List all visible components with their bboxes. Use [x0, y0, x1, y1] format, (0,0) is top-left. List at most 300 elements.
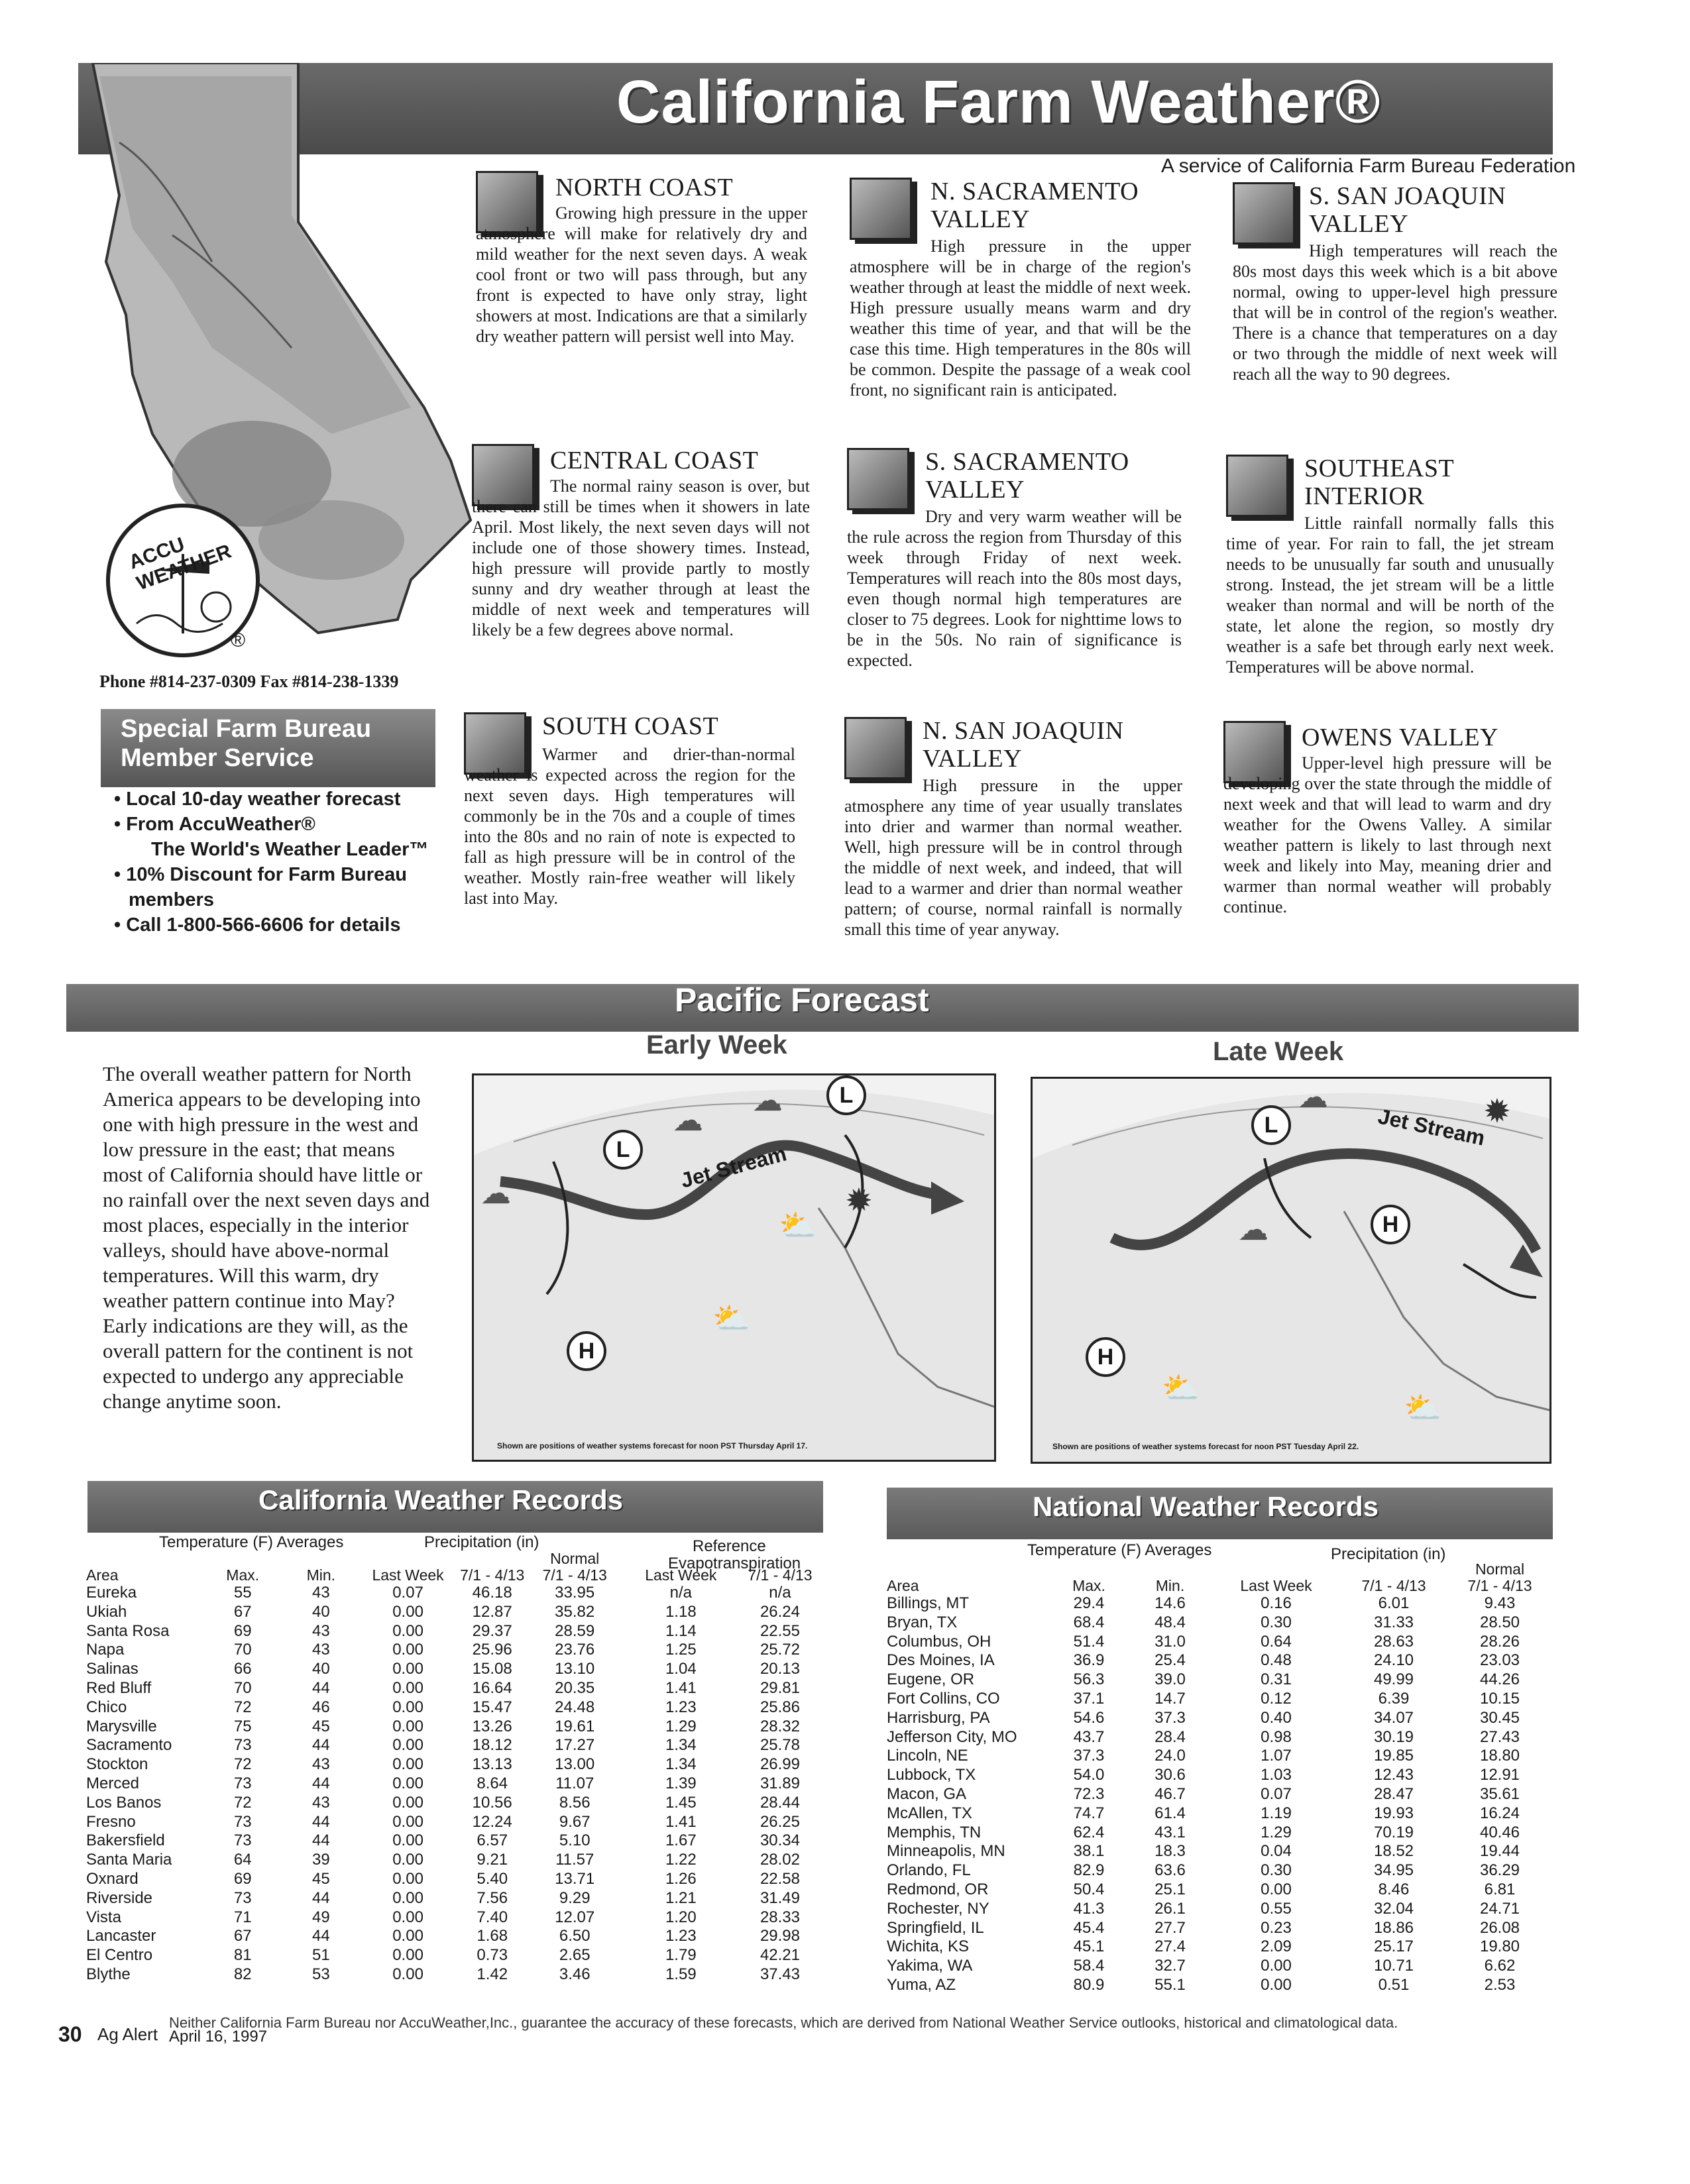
region-title: S. SACRAMENTO	[925, 448, 1129, 476]
region-marker-icon	[844, 717, 907, 779]
value-cell: 0.00	[392, 1793, 423, 1812]
area-cell: McAllen, TX	[887, 1804, 972, 1822]
value-cell: 9.43	[1484, 1594, 1516, 1612]
value-cell: 73	[233, 1888, 252, 1907]
value-cell: 1.18	[665, 1602, 697, 1621]
member-service-box	[101, 709, 435, 787]
region-title: S. SAN JOAQUIN	[1309, 182, 1506, 210]
service-item: • From AccuWeather®	[114, 814, 315, 835]
column-header: 7/1 - 4/13	[748, 1566, 813, 1584]
region-n-sacramento-valley	[850, 178, 1194, 429]
area-cell: Bryan, TX	[887, 1613, 958, 1631]
region-s-san-joaquin-valley	[1233, 182, 1557, 421]
value-cell: 37.3	[1155, 1708, 1186, 1727]
value-cell: 1.45	[665, 1793, 697, 1812]
table-row	[887, 1728, 1553, 1747]
value-cell: 0.00	[392, 1869, 423, 1888]
area-cell: Fresno	[86, 1812, 136, 1831]
value-cell: 0.00	[392, 1602, 423, 1621]
value-cell: 20.35	[555, 1678, 595, 1697]
sun-cloud-icon: ⛅	[712, 1301, 751, 1335]
value-cell: 1.23	[665, 1698, 697, 1716]
value-cell: 75	[233, 1717, 252, 1735]
column-header: 7/1 - 4/13	[1361, 1577, 1426, 1594]
column-header: Max.	[1072, 1577, 1105, 1594]
value-cell: 44	[311, 1927, 330, 1945]
value-cell: 0.00	[1261, 1957, 1292, 1975]
area-cell: Riverside	[86, 1888, 153, 1907]
sun-icon: ✹	[845, 1182, 873, 1219]
value-cell: 43	[311, 1621, 330, 1640]
table-row	[86, 1603, 822, 1622]
value-cell: 1.34	[665, 1755, 697, 1774]
value-cell: 1.41	[665, 1812, 697, 1831]
sun-icon: ✹	[1483, 1093, 1511, 1130]
region-title: INTERIOR	[1304, 482, 1425, 510]
table-row	[887, 1861, 1553, 1881]
low-pressure-icon: L	[603, 1130, 643, 1170]
table-row	[887, 1919, 1553, 1938]
value-cell: 12.87	[472, 1602, 512, 1621]
table-row	[86, 1851, 822, 1870]
value-cell: 55	[233, 1584, 252, 1602]
value-cell: 0.00	[392, 1678, 423, 1697]
table-row	[86, 1641, 822, 1660]
value-cell: 58.4	[1073, 1957, 1105, 1975]
value-cell: 0.30	[1261, 1613, 1292, 1631]
area-cell: Yakima, WA	[887, 1957, 973, 1975]
value-cell: 30.45	[1479, 1708, 1520, 1727]
value-cell: 31.0	[1155, 1632, 1186, 1651]
value-cell: 44	[311, 1831, 330, 1850]
value-cell: 8.46	[1378, 1880, 1410, 1898]
value-cell: 6.50	[559, 1927, 591, 1945]
region-title: SOUTHEAST	[1304, 455, 1455, 482]
area-cell: Ukiah	[86, 1602, 127, 1621]
area-cell: Lincoln, NE	[887, 1747, 968, 1765]
value-cell: 24.10	[1373, 1651, 1414, 1670]
value-cell: 6.01	[1378, 1594, 1410, 1612]
value-cell: 12.24	[472, 1812, 512, 1831]
value-cell: 31.33	[1373, 1613, 1414, 1631]
value-cell: 63.6	[1155, 1861, 1186, 1880]
value-cell: 39.0	[1155, 1670, 1186, 1689]
region-text: The normal rainy season is over, but there can still be times when it showers in late April. Most likely, the next seven days will not include one of those showery times. Instead, high pressure will provide partly to mostly sunny and dry weather through at least the middle of next week and temperatures will likely be a few degrees above normal.	[472, 476, 810, 639]
value-cell: 1.14	[665, 1621, 697, 1640]
table-row	[86, 1736, 822, 1755]
value-cell: 44	[311, 1736, 330, 1755]
column-header: Min.	[306, 1566, 336, 1584]
region-marker-icon	[850, 178, 912, 240]
value-cell: 26.1	[1155, 1899, 1186, 1918]
table-row	[887, 1670, 1553, 1690]
area-cell: Columbus, OH	[887, 1632, 991, 1651]
area-cell: Sacramento	[86, 1736, 172, 1755]
area-cell: Lubbock, TX	[887, 1766, 976, 1784]
value-cell: 49.99	[1373, 1670, 1414, 1689]
value-cell: 3.46	[559, 1965, 591, 1983]
member-service-title-2: Member Service	[121, 744, 314, 772]
value-cell: 0.73	[477, 1946, 508, 1965]
value-cell: 67	[233, 1602, 252, 1621]
column-header: Min.	[1155, 1577, 1185, 1594]
table-row	[887, 1900, 1553, 1919]
member-service-title-1: Special Farm Bureau	[121, 715, 372, 743]
region-text: Warmer and drier-than-normal weather is expected across the region for the next seven days. High temperatures will commonly be in the 70s and a couple of times into the 80s and no rain of note is expected to fall as high pressure will be in control of the weather. Mostly rain-free weather will likely last into May.	[464, 745, 795, 908]
value-cell: 45	[311, 1717, 330, 1735]
value-cell: 11.57	[555, 1851, 594, 1869]
value-cell: 72	[233, 1698, 252, 1716]
value-cell: 0.40	[1261, 1708, 1292, 1727]
value-cell: 69	[233, 1621, 252, 1640]
region-title: VALLEY	[1309, 210, 1409, 238]
table-row	[86, 1813, 822, 1832]
value-cell: 0.48	[1261, 1651, 1292, 1670]
value-cell: 27.4	[1155, 1938, 1186, 1956]
region-title: OWENS VALLEY	[1302, 724, 1498, 751]
value-cell: 24.0	[1155, 1747, 1186, 1765]
region-text: Dry and very warm weather will be the rule across the region from Thursday of this week through Friday of next week. Temperatures will reach into the 80s most days, even though normal high temperatures are closer to 75 degrees. Look for nighttime lows to be in the 50s. No rain of significance is expected.	[847, 507, 1182, 670]
publication-date: April 16, 1997	[169, 2028, 268, 2046]
value-cell: 45.1	[1073, 1938, 1105, 1956]
value-cell: 13.10	[555, 1660, 595, 1678]
value-cell: 31.89	[760, 1774, 800, 1792]
value-cell: 43	[311, 1584, 330, 1602]
low-pressure-icon: L	[1251, 1105, 1291, 1145]
value-cell: 14.6	[1155, 1594, 1186, 1612]
value-cell: 13.71	[555, 1869, 595, 1888]
value-cell: 64	[233, 1851, 252, 1869]
table-row	[887, 1690, 1553, 1709]
region-text: Upper-level high pressure will be developing over the state through the middle of next week and that will lead to warm and dry weather for the Owens Valley. A similar weather pattern is likely to last through next week and likely into May, meaning drier and warmer than normal weather will probably continue.	[1223, 753, 1551, 916]
region-marker-icon	[1226, 455, 1288, 517]
area-cell: Lancaster	[86, 1927, 156, 1945]
value-cell: 50.4	[1073, 1880, 1105, 1898]
value-cell: 44	[311, 1888, 330, 1907]
value-cell: 9.29	[559, 1888, 591, 1907]
column-header: Last Week	[372, 1566, 444, 1584]
region-text: High pressure in the upper atmosphere will be in charge of the region's weather through at least the middle of next week. High pressure usually means warm and dry weather this time of year, and that will be the case this time. High temperatures in the 80s will be common. Despite the passage of a weak cool front, no significant rain is anticipated.	[850, 237, 1191, 400]
value-cell: 20.13	[760, 1660, 800, 1678]
service-item: The World's Weather Leader™	[151, 839, 429, 860]
value-cell: 25.4	[1155, 1651, 1186, 1670]
low-pressure-icon: L	[826, 1075, 866, 1115]
value-cell: 1.19	[1261, 1804, 1292, 1822]
area-cell: Macon, GA	[887, 1784, 967, 1803]
value-cell: 45	[311, 1869, 330, 1888]
value-cell: 0.23	[1261, 1918, 1292, 1937]
value-cell: 28.47	[1373, 1784, 1414, 1803]
sun-cloud-icon: ⛅	[1404, 1391, 1442, 1425]
table-row	[887, 1804, 1553, 1824]
value-cell: 0.00	[392, 1755, 423, 1774]
value-cell: 51	[311, 1946, 330, 1965]
value-cell: 30.6	[1155, 1766, 1186, 1784]
value-cell: 51.4	[1073, 1632, 1105, 1651]
value-cell: 44.26	[1479, 1670, 1520, 1689]
ca-temp-group-label: Temperature (F) Averages	[159, 1533, 344, 1551]
value-cell: 1.34	[665, 1736, 697, 1755]
value-cell: 68.4	[1073, 1613, 1105, 1631]
value-cell: 43	[311, 1641, 330, 1659]
value-cell: 6.81	[1484, 1880, 1516, 1898]
value-cell: 43	[311, 1755, 330, 1774]
value-cell: 11.07	[555, 1774, 594, 1792]
value-cell: 1.42	[477, 1965, 508, 1983]
value-cell: 13.00	[555, 1755, 595, 1774]
value-cell: 7.40	[477, 1908, 508, 1926]
column-header: Normal 7/1 - 4/13	[1467, 1560, 1532, 1594]
value-cell: 0.64	[1261, 1632, 1292, 1651]
value-cell: 0.00	[392, 1831, 423, 1850]
value-cell: 28.02	[760, 1851, 800, 1869]
value-cell: 1.20	[665, 1908, 697, 1926]
value-cell: 35.82	[555, 1602, 595, 1621]
value-cell: 72	[233, 1755, 252, 1774]
ca-records-table	[86, 1551, 822, 1985]
value-cell: 30.19	[1373, 1727, 1414, 1746]
value-cell: 25.17	[1373, 1938, 1414, 1956]
value-cell: 0.00	[392, 1812, 423, 1831]
value-cell: 28.44	[760, 1793, 800, 1812]
value-cell: 1.26	[665, 1869, 697, 1888]
value-cell: 46	[311, 1698, 330, 1716]
value-cell: 28.26	[1479, 1632, 1520, 1651]
region-title: SOUTH COAST	[542, 712, 719, 740]
value-cell: 19.80	[1479, 1938, 1520, 1956]
value-cell: 6.62	[1484, 1957, 1516, 1975]
table-row	[887, 1938, 1553, 1957]
table-row	[86, 1794, 822, 1813]
value-cell: 30.34	[760, 1831, 800, 1850]
value-cell: 12.07	[555, 1908, 595, 1926]
value-cell: 0.00	[392, 1851, 423, 1869]
nat-precip-group-label: Precipitation (in)	[1331, 1545, 1446, 1563]
value-cell: 26.08	[1479, 1918, 1520, 1937]
value-cell: 23.76	[555, 1641, 595, 1659]
value-cell: 34.95	[1373, 1861, 1414, 1880]
table-row	[887, 1594, 1553, 1613]
page-subtitle: A service of California Farm Bureau Federation	[1161, 155, 1576, 177]
table-row	[887, 1709, 1553, 1728]
area-cell: Santa Maria	[86, 1851, 172, 1869]
map-caption: Shown are positions of weather systems forecast for noon PST Tuesday April 22.	[1052, 1442, 1359, 1451]
table-row	[86, 1755, 822, 1774]
value-cell: 9.67	[559, 1812, 591, 1831]
value-cell: 49	[311, 1908, 330, 1926]
value-cell: 73	[233, 1831, 252, 1850]
value-cell: 43.7	[1073, 1727, 1105, 1746]
area-cell: Stockton	[86, 1755, 148, 1774]
value-cell: 32.04	[1373, 1899, 1414, 1918]
value-cell: 23.03	[1479, 1651, 1520, 1670]
value-cell: 29.37	[472, 1621, 512, 1640]
region-text: Little rainfall normally falls this time of year. For rain to fall, the jet stream needs to be unusually far south and unusually strong. Instead, the jet stream will be a little weaker than normal and will be north of the state, let alone the region, so mostly dry weather is a safe bet through early next week. Temperatures will be above normal.	[1226, 514, 1554, 677]
value-cell: 62.4	[1073, 1823, 1105, 1841]
service-item: • Call 1-800-566-6606 for details	[114, 914, 401, 936]
value-cell: 46.7	[1155, 1784, 1186, 1803]
area-cell: Salinas	[86, 1660, 139, 1678]
value-cell: 10.71	[1373, 1957, 1414, 1975]
sun-cloud-icon: ⛅	[779, 1209, 817, 1242]
value-cell: 1.25	[665, 1641, 697, 1659]
value-cell: 37.3	[1073, 1747, 1105, 1765]
value-cell: 44	[311, 1678, 330, 1697]
contact-line: Phone #814-237-0309 Fax #814-238-1339	[99, 672, 399, 691]
value-cell: 45.4	[1073, 1918, 1105, 1937]
area-cell: Jefferson City, MO	[887, 1727, 1017, 1746]
value-cell: 26.99	[760, 1755, 800, 1774]
high-pressure-icon: H	[1371, 1205, 1410, 1244]
column-header: 7/1 - 4/13	[460, 1566, 525, 1584]
table-row	[887, 1633, 1553, 1652]
value-cell: 18.86	[1373, 1918, 1414, 1937]
early-week-label: Early Week	[646, 1030, 787, 1060]
value-cell: 72	[233, 1793, 252, 1812]
value-cell: 0.00	[392, 1660, 423, 1678]
area-cell: Blythe	[86, 1965, 131, 1983]
cloud-icon: ☁	[1238, 1213, 1268, 1246]
value-cell: 0.00	[392, 1888, 423, 1907]
value-cell: 1.07	[1261, 1747, 1292, 1765]
value-cell: 81	[233, 1946, 252, 1965]
value-cell: 1.68	[477, 1927, 508, 1945]
table-row	[86, 1908, 822, 1928]
value-cell: 48.4	[1155, 1613, 1186, 1631]
value-cell: 1.21	[665, 1888, 697, 1907]
area-cell: Vista	[86, 1908, 121, 1926]
value-cell: 36.9	[1073, 1651, 1105, 1670]
ca-records-title: California Weather Records	[258, 1484, 624, 1515]
value-cell: 26.25	[760, 1812, 800, 1831]
value-cell: 29.81	[760, 1678, 800, 1697]
value-cell: 0.00	[1261, 1880, 1292, 1898]
nat-records-table	[887, 1561, 1553, 1995]
table-header-row	[887, 1561, 1553, 1594]
value-cell: 0.04	[1261, 1842, 1292, 1861]
value-cell: 15.08	[472, 1660, 512, 1678]
value-cell: 22.55	[760, 1621, 800, 1640]
value-cell: 54.0	[1073, 1766, 1105, 1784]
value-cell: 44	[311, 1774, 330, 1792]
value-cell: 53	[311, 1965, 330, 1983]
value-cell: 0.00	[392, 1736, 423, 1755]
registered-mark: ®	[231, 629, 246, 651]
value-cell: 31.49	[760, 1888, 800, 1907]
value-cell: 40	[311, 1602, 330, 1621]
table-row	[887, 1651, 1553, 1670]
region-text: High temperatures will reach the 80s most days this week which is a bit above normal, owing to upper-level high pressure that will be in control of the region's weather. There is a chance that temperatures on a day or two through the middle of next week will reach all the way to 90 degrees.	[1233, 241, 1557, 384]
value-cell: 36.29	[1479, 1861, 1520, 1880]
table-row	[887, 1976, 1553, 1995]
value-cell: 32.7	[1155, 1957, 1186, 1975]
value-cell: 1.03	[1261, 1766, 1292, 1784]
value-cell: 54.6	[1073, 1708, 1105, 1727]
value-cell: 24.48	[555, 1698, 595, 1716]
value-cell: 73	[233, 1812, 252, 1831]
value-cell: 0.30	[1261, 1861, 1292, 1880]
logo-text: ACCU WEATHER	[126, 533, 235, 595]
value-cell: 1.23	[665, 1927, 697, 1945]
service-item: members	[129, 889, 214, 910]
value-cell: 18.52	[1373, 1842, 1414, 1861]
table-row	[86, 1622, 822, 1641]
value-cell: 2.09	[1261, 1938, 1292, 1956]
table-row	[887, 1785, 1553, 1804]
value-cell: 10.15	[1479, 1689, 1520, 1708]
value-cell: 43	[311, 1793, 330, 1812]
value-cell: 0.00	[392, 1698, 423, 1716]
page-title: California Farm Weather®	[616, 68, 1381, 136]
value-cell: 26.24	[760, 1602, 800, 1621]
table-row	[86, 1718, 822, 1737]
region-title: VALLEY	[930, 205, 1031, 233]
table-header-row	[86, 1551, 822, 1584]
region-central-coast	[472, 444, 810, 676]
area-cell: Merced	[86, 1774, 140, 1792]
value-cell: 0.00	[392, 1641, 423, 1659]
service-item: • 10% Discount for Farm Bureau	[114, 864, 408, 885]
value-cell: 0.00	[392, 1621, 423, 1640]
value-cell: 24.71	[1479, 1899, 1520, 1918]
value-cell: n/a	[769, 1584, 791, 1602]
value-cell: 12.43	[1373, 1766, 1414, 1784]
value-cell: 28.33	[760, 1908, 800, 1926]
publication-name: Ag Alert	[97, 2024, 158, 2044]
value-cell: 25.1	[1155, 1880, 1186, 1898]
table-row	[86, 1698, 822, 1718]
value-cell: 42.21	[760, 1946, 800, 1965]
value-cell: 82	[233, 1965, 252, 1983]
region-title: VALLEY	[925, 476, 1025, 504]
value-cell: 19.44	[1479, 1842, 1520, 1861]
value-cell: 1.29	[665, 1717, 697, 1735]
table-row	[86, 1584, 822, 1603]
value-cell: 70	[233, 1641, 252, 1659]
value-cell: 0.00	[392, 1927, 423, 1945]
region-title: NORTH COAST	[555, 174, 734, 201]
value-cell: 1.59	[665, 1965, 697, 1983]
pacific-forecast-title: Pacific Forecast	[675, 981, 929, 1018]
area-cell: Eureka	[86, 1584, 137, 1602]
value-cell: 27.7	[1155, 1918, 1186, 1937]
area-cell: Rochester, NY	[887, 1899, 989, 1918]
value-cell: 8.56	[559, 1793, 591, 1812]
value-cell: 0.00	[392, 1965, 423, 1983]
high-pressure-icon: H	[567, 1331, 606, 1371]
value-cell: 0.16	[1261, 1594, 1292, 1612]
value-cell: 71	[233, 1908, 252, 1926]
value-cell: 19.93	[1373, 1804, 1414, 1822]
table-row	[86, 1679, 822, 1698]
column-header: Area	[887, 1577, 919, 1594]
area-cell: Springfield, IL	[887, 1918, 984, 1937]
value-cell: 28.32	[760, 1717, 800, 1735]
value-cell: 27.43	[1479, 1727, 1520, 1746]
value-cell: 72.3	[1073, 1784, 1105, 1803]
value-cell: 17.27	[555, 1736, 595, 1755]
table-row	[86, 1870, 822, 1889]
value-cell: 28.63	[1373, 1632, 1414, 1651]
value-cell: 40.46	[1479, 1823, 1520, 1841]
value-cell: 16.64	[472, 1678, 512, 1697]
value-cell: 38.1	[1073, 1842, 1105, 1861]
cloud-icon: ☁	[480, 1176, 511, 1210]
table-row	[887, 1824, 1553, 1843]
region-title: CENTRAL COAST	[550, 447, 759, 474]
table-row	[887, 1766, 1553, 1785]
value-cell: 80.9	[1073, 1975, 1105, 1994]
